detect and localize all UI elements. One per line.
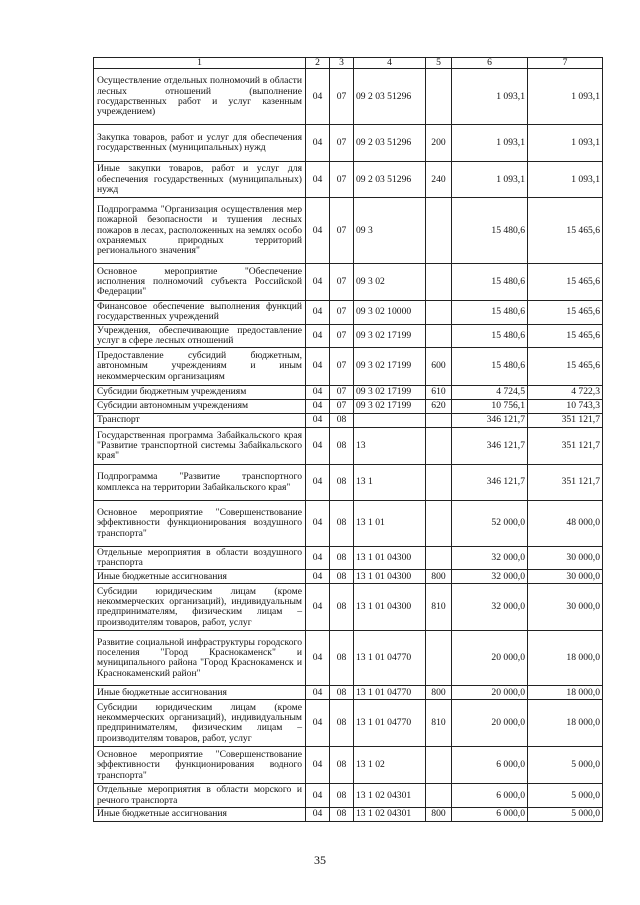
cell-target-article: 09 3 02 17199 — [354, 386, 426, 400]
cell-expense-type: 600 — [426, 348, 452, 386]
budget-table — [93, 57, 603, 822]
cell-section: 04 — [306, 348, 330, 386]
cell-expense-type — [426, 414, 452, 428]
cell-description: Подпрограмма "Организация осуществления мер пожарной безопасности и тушения лесных пожаров в лесах, расположенных на землях особо охраняемых природных территорий регионального значения" — [94, 198, 306, 264]
cell-expense-type — [426, 465, 452, 501]
cell-subsection: 08 — [330, 465, 354, 501]
cell-amount-year-2: 15 465,6 — [528, 198, 603, 264]
cell-section: 04 — [306, 807, 330, 821]
cell-subsection: 07 — [330, 125, 354, 162]
cell-expense-type — [426, 301, 452, 324]
cell-subsection: 07 — [330, 69, 354, 125]
cell-expense-type — [426, 69, 452, 125]
cell-amount-year-2: 18 000,0 — [528, 700, 603, 747]
cell-target-article: 09 3 02 17199 — [354, 400, 426, 414]
cell-amount-year-1: 1 093,1 — [452, 162, 528, 198]
cell-description: Учреждения, обеспечивающие предоставление услуг в сфере лесных отношений — [94, 324, 306, 347]
cell-amount-year-1: 1 093,1 — [452, 125, 528, 162]
cell-target-article: 13 1 — [354, 465, 426, 501]
cell-amount-year-2: 5 000,0 — [528, 784, 603, 807]
cell-description: Подпрограмма "Развитие транспортного комплекса на территории Забайкальского края" — [94, 465, 306, 501]
cell-subsection: 08 — [330, 700, 354, 747]
cell-expense-type — [426, 264, 452, 301]
cell-description: Субсидии бюджетным учреждениям — [94, 386, 306, 400]
cell-expense-type — [426, 324, 452, 347]
column-header: 3 — [330, 58, 354, 69]
cell-description: Осуществление отдельных полномочий в области лесных отношений (выполнение государственных работ и услуг казенным учреждением) — [94, 69, 306, 125]
cell-section: 04 — [306, 301, 330, 324]
cell-subsection: 07 — [330, 198, 354, 264]
cell-subsection: 08 — [330, 428, 354, 465]
cell-amount-year-1: 15 480,6 — [452, 301, 528, 324]
cell-target-article: 13 1 02 — [354, 747, 426, 784]
cell-amount-year-1: 6 000,0 — [452, 747, 528, 784]
cell-section: 04 — [306, 386, 330, 400]
table-row — [94, 547, 603, 570]
cell-subsection: 08 — [330, 547, 354, 570]
cell-target-article: 09 3 02 10000 — [354, 301, 426, 324]
cell-amount-year-2: 1 093,1 — [528, 69, 603, 125]
cell-amount-year-2: 5 000,0 — [528, 747, 603, 784]
cell-section: 04 — [306, 428, 330, 465]
cell-amount-year-2: 30 000,0 — [528, 570, 603, 584]
cell-expense-type — [426, 747, 452, 784]
cell-amount-year-2: 351 121,7 — [528, 465, 603, 501]
table-row — [94, 414, 603, 428]
table-body — [94, 69, 603, 822]
cell-subsection: 07 — [330, 386, 354, 400]
cell-section: 04 — [306, 324, 330, 347]
table-row — [94, 400, 603, 414]
cell-description: Предоставление субсидий бюджетным, автономным учреждениям и иным некоммерческим организациям — [94, 348, 306, 386]
table-row — [94, 584, 603, 631]
cell-description: Транспорт — [94, 414, 306, 428]
cell-amount-year-2: 5 000,0 — [528, 807, 603, 821]
cell-description: Иные закупки товаров, работ и услуг для обеспечения государственных (муниципальных) нужд — [94, 162, 306, 198]
cell-target-article: 09 3 02 — [354, 264, 426, 301]
column-header: 7 — [528, 58, 603, 69]
cell-description: Основное мероприятие "Обеспечение исполнения полномочий субъекта Российской Федерации" — [94, 264, 306, 301]
cell-amount-year-2: 1 093,1 — [528, 125, 603, 162]
cell-amount-year-2: 18 000,0 — [528, 686, 603, 700]
cell-amount-year-1: 10 756,1 — [452, 400, 528, 414]
table-row — [94, 264, 603, 301]
cell-subsection: 08 — [330, 807, 354, 821]
cell-subsection: 08 — [330, 584, 354, 631]
cell-target-article: 13 1 01 04770 — [354, 631, 426, 686]
column-header: 6 — [452, 58, 528, 69]
cell-description: Государственная программа Забайкальского края "Развитие транспортной системы Забайкальского края" — [94, 428, 306, 465]
table-row — [94, 386, 603, 400]
cell-description: Отдельные мероприятия в области морского и речного транспорта — [94, 784, 306, 807]
cell-subsection: 07 — [330, 324, 354, 347]
table-row — [94, 807, 603, 821]
table-row — [94, 686, 603, 700]
cell-section: 04 — [306, 570, 330, 584]
cell-section: 04 — [306, 69, 330, 125]
cell-expense-type: 240 — [426, 162, 452, 198]
column-header: 5 — [426, 58, 452, 69]
cell-target-article: 13 1 01 04770 — [354, 700, 426, 747]
cell-subsection: 08 — [330, 501, 354, 547]
table-row — [94, 162, 603, 198]
cell-amount-year-1: 32 000,0 — [452, 547, 528, 570]
cell-target-article: 09 2 03 51296 — [354, 162, 426, 198]
cell-target-article: 13 1 02 04301 — [354, 784, 426, 807]
cell-expense-type — [426, 501, 452, 547]
cell-description: Субсидии автономным учреждениям — [94, 400, 306, 414]
cell-section: 04 — [306, 547, 330, 570]
cell-expense-type: 810 — [426, 584, 452, 631]
cell-subsection: 08 — [330, 570, 354, 584]
cell-section: 04 — [306, 784, 330, 807]
cell-section: 04 — [306, 700, 330, 747]
table-row — [94, 631, 603, 686]
cell-description: Основное мероприятие "Совершенствование эффективности функционирования воздушного транспорта" — [94, 501, 306, 547]
cell-subsection: 08 — [330, 414, 354, 428]
cell-amount-year-2: 15 465,6 — [528, 264, 603, 301]
cell-target-article: 09 2 03 51296 — [354, 69, 426, 125]
cell-subsection: 07 — [330, 400, 354, 414]
cell-amount-year-1: 20 000,0 — [452, 700, 528, 747]
cell-subsection: 07 — [330, 301, 354, 324]
cell-amount-year-1: 346 121,7 — [452, 428, 528, 465]
cell-amount-year-1: 1 093,1 — [452, 69, 528, 125]
cell-amount-year-1: 15 480,6 — [452, 264, 528, 301]
cell-expense-type — [426, 428, 452, 465]
cell-expense-type: 800 — [426, 570, 452, 584]
table-row — [94, 428, 603, 465]
cell-target-article: 13 1 01 04300 — [354, 584, 426, 631]
cell-amount-year-2: 30 000,0 — [528, 547, 603, 570]
table-header-row — [94, 58, 603, 69]
cell-expense-type: 800 — [426, 686, 452, 700]
cell-amount-year-1: 15 480,6 — [452, 324, 528, 347]
cell-section: 04 — [306, 125, 330, 162]
table-row — [94, 301, 603, 324]
cell-amount-year-1: 32 000,0 — [452, 570, 528, 584]
cell-amount-year-2: 4 722,3 — [528, 386, 603, 400]
table-row — [94, 465, 603, 501]
cell-target-article: 09 3 02 17199 — [354, 324, 426, 347]
cell-amount-year-2: 351 121,7 — [528, 414, 603, 428]
table-row — [94, 348, 603, 386]
cell-target-article: 13 1 01 04300 — [354, 570, 426, 584]
column-header: 2 — [306, 58, 330, 69]
cell-amount-year-2: 15 465,6 — [528, 301, 603, 324]
cell-subsection: 07 — [330, 162, 354, 198]
cell-expense-type — [426, 198, 452, 264]
cell-section: 04 — [306, 631, 330, 686]
cell-section: 04 — [306, 162, 330, 198]
cell-amount-year-2: 15 465,6 — [528, 324, 603, 347]
table-row — [94, 570, 603, 584]
cell-description: Субсидии юридическим лицам (кроме некоммерческих организаций), индивидуальным предпринимателям, физическим лицам – производителям товаров, работ, услуг — [94, 700, 306, 747]
cell-subsection: 08 — [330, 747, 354, 784]
table-row — [94, 700, 603, 747]
cell-amount-year-2: 15 465,6 — [528, 348, 603, 386]
cell-description: Развитие социальной инфраструктуры городского поселения "Город Краснокаменск" и муниципального района "Город Краснокаменск и Краснокаменский район" — [94, 631, 306, 686]
cell-amount-year-2: 1 093,1 — [528, 162, 603, 198]
cell-description: Закупка товаров, работ и услуг для обеспечения государственных (муниципальных) нужд — [94, 125, 306, 162]
cell-description: Основное мероприятие "Совершенствование эффективности функционирования водного транспорта" — [94, 747, 306, 784]
table-row — [94, 69, 603, 125]
column-header: 4 — [354, 58, 426, 69]
cell-subsection: 08 — [330, 631, 354, 686]
cell-description: Иные бюджетные ассигнования — [94, 807, 306, 821]
cell-amount-year-2: 351 121,7 — [528, 428, 603, 465]
cell-section: 04 — [306, 264, 330, 301]
cell-amount-year-1: 20 000,0 — [452, 686, 528, 700]
cell-target-article — [354, 414, 426, 428]
cell-section: 04 — [306, 400, 330, 414]
cell-subsection: 07 — [330, 348, 354, 386]
table-row — [94, 784, 603, 807]
cell-expense-type: 620 — [426, 400, 452, 414]
cell-target-article: 13 1 01 04770 — [354, 686, 426, 700]
cell-amount-year-1: 32 000,0 — [452, 584, 528, 631]
cell-description: Финансовое обеспечение выполнения функций государственных учреждений — [94, 301, 306, 324]
cell-section: 04 — [306, 686, 330, 700]
cell-expense-type — [426, 631, 452, 686]
cell-target-article: 09 3 02 17199 — [354, 348, 426, 386]
cell-expense-type: 800 — [426, 807, 452, 821]
cell-amount-year-2: 30 000,0 — [528, 584, 603, 631]
cell-target-article: 09 3 — [354, 198, 426, 264]
cell-amount-year-1: 20 000,0 — [452, 631, 528, 686]
page-number: 35 — [314, 853, 326, 867]
cell-target-article: 13 1 02 04301 — [354, 807, 426, 821]
cell-amount-year-1: 6 000,0 — [452, 784, 528, 807]
cell-target-article: 13 1 01 04300 — [354, 547, 426, 570]
cell-amount-year-2: 10 743,3 — [528, 400, 603, 414]
cell-subsection: 07 — [330, 264, 354, 301]
cell-expense-type: 610 — [426, 386, 452, 400]
table-row — [94, 125, 603, 162]
cell-expense-type: 810 — [426, 700, 452, 747]
table-row — [94, 198, 603, 264]
cell-target-article: 13 1 01 — [354, 501, 426, 547]
cell-description: Иные бюджетные ассигнования — [94, 570, 306, 584]
cell-subsection: 08 — [330, 686, 354, 700]
cell-amount-year-1: 15 480,6 — [452, 198, 528, 264]
cell-description: Субсидии юридическим лицам (кроме некоммерческих организаций), индивидуальным предпринимателям, физическим лицам – производителям товаров, работ, услуг — [94, 584, 306, 631]
cell-description: Отдельные мероприятия в области воздушного транспорта — [94, 547, 306, 570]
cell-amount-year-2: 48 000,0 — [528, 501, 603, 547]
cell-expense-type — [426, 547, 452, 570]
cell-expense-type: 200 — [426, 125, 452, 162]
cell-amount-year-1: 346 121,7 — [452, 414, 528, 428]
cell-section: 04 — [306, 584, 330, 631]
table-row — [94, 501, 603, 547]
table-row — [94, 747, 603, 784]
cell-amount-year-2: 18 000,0 — [528, 631, 603, 686]
cell-section: 04 — [306, 747, 330, 784]
cell-subsection: 08 — [330, 784, 354, 807]
cell-expense-type — [426, 784, 452, 807]
cell-target-article: 13 — [354, 428, 426, 465]
cell-description: Иные бюджетные ассигнования — [94, 686, 306, 700]
cell-section: 04 — [306, 501, 330, 547]
cell-amount-year-1: 15 480,6 — [452, 348, 528, 386]
cell-amount-year-1: 4 724,5 — [452, 386, 528, 400]
cell-section: 04 — [306, 198, 330, 264]
cell-amount-year-1: 52 000,0 — [452, 501, 528, 547]
cell-target-article: 09 2 03 51296 — [354, 125, 426, 162]
cell-amount-year-1: 346 121,7 — [452, 465, 528, 501]
column-header: 1 — [94, 58, 306, 69]
cell-section: 04 — [306, 465, 330, 501]
cell-amount-year-1: 6 000,0 — [452, 807, 528, 821]
table-row — [94, 324, 603, 347]
cell-section: 04 — [306, 414, 330, 428]
